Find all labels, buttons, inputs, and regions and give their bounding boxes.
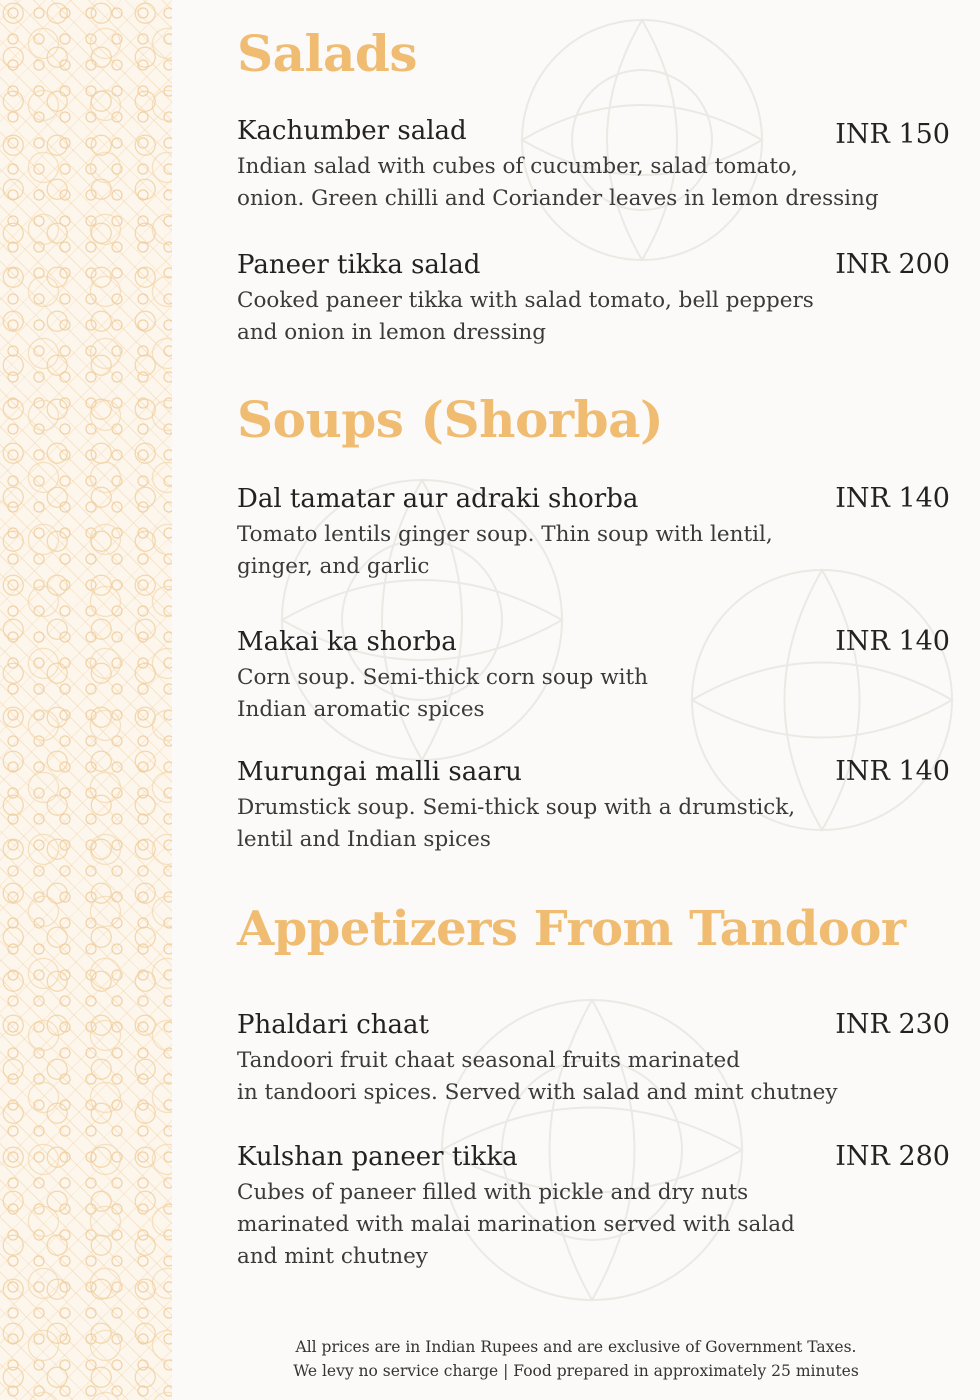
item-name: Dal tamatar aur adraki shorba <box>237 484 639 514</box>
item-price: INR 230 <box>835 1009 950 1040</box>
section-title-appetizers: Appetizers From Tandoor <box>237 901 906 957</box>
item-description: Tandoori fruit chaat seasonal fruits marinated in tandoori spices. Served with salad and mint chutney <box>237 1048 838 1105</box>
item-price: INR 280 <box>835 1141 950 1172</box>
item-name: Kulshan paneer tikka <box>237 1142 518 1172</box>
footer-line-taxes: All prices are in Indian Rupees and are exclusive of Government Taxes. <box>295 1338 857 1356</box>
item-name: Paneer tikka salad <box>237 250 481 280</box>
item-name: Makai ka shorba <box>237 627 457 657</box>
item-price: INR 200 <box>835 249 950 280</box>
section-title-salads: Salads <box>237 24 418 83</box>
menu-item-paneer-tikka-salad <box>237 248 950 349</box>
item-description: Indian salad with cubes of cucumber, salad tomato, onion. Green chilli and Coriander leaves in lemon dressing <box>237 154 879 211</box>
section-title-soups: Soups (Shorba) <box>237 390 664 449</box>
menu-item-makai-ka-shorba <box>237 625 950 726</box>
item-description: Cubes of paneer filled with pickle and dry nuts marinated with malai marination served with salad and mint chutney <box>237 1180 795 1269</box>
item-description: Corn soup. Semi-thick corn soup with Indian aromatic spices <box>237 665 648 722</box>
menu-page <box>237 0 950 1400</box>
menu-item-murungai-malli-saaru <box>237 755 950 856</box>
item-description: Drumstick soup. Semi-thick soup with a drumstick, lentil and Indian spices <box>237 795 796 852</box>
footer-note <box>172 1335 980 1383</box>
item-name: Phaldari chaat <box>237 1010 429 1040</box>
item-price: INR 140 <box>835 756 950 787</box>
menu-item-dal-tamatar-shorba <box>237 482 950 583</box>
menu-item-phaldari-chaat <box>237 1008 950 1109</box>
item-price: INR 140 <box>835 483 950 514</box>
menu-item-kulshan-paneer-tikka <box>237 1140 950 1273</box>
item-description: Cooked paneer tikka with salad tomato, bell peppers and onion in lemon dressing <box>237 288 814 345</box>
decorative-paisley-border <box>0 0 172 1400</box>
item-price: INR 150 <box>835 119 950 150</box>
item-description: Tomato lentils ginger soup. Thin soup with lentil, ginger, and garlic <box>237 522 773 579</box>
item-name: Kachumber salad <box>237 116 467 146</box>
menu-item-kachumber-salad <box>237 114 950 215</box>
footer-line-service: We levy no service charge | Food prepared in approximately 25 minutes <box>293 1362 859 1380</box>
item-name: Murungai malli saaru <box>237 757 522 787</box>
item-price: INR 140 <box>835 626 950 657</box>
